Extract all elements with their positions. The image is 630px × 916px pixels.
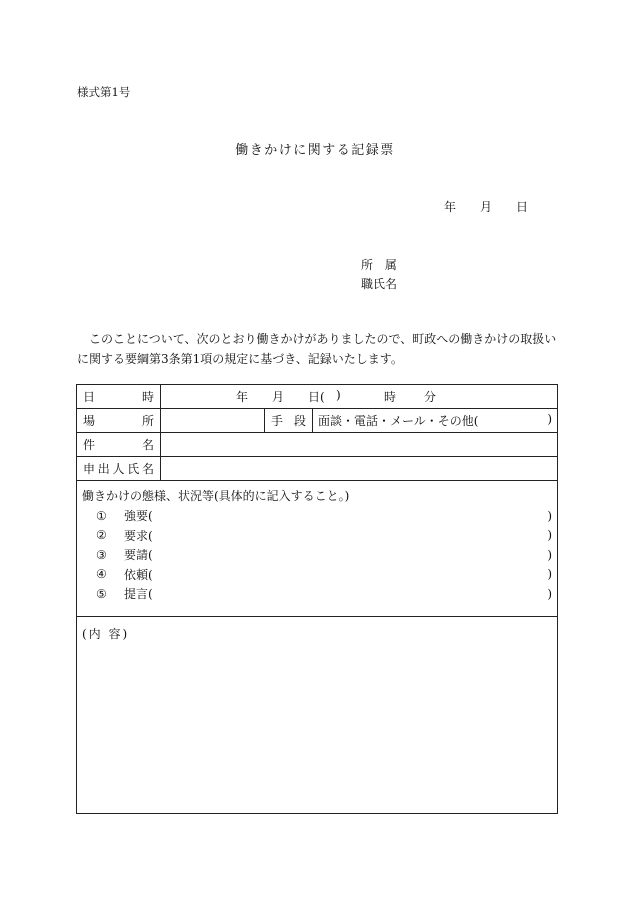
status-field[interactable]: [77, 481, 558, 617]
datetime-field[interactable]: [161, 385, 558, 409]
status-item: [82, 565, 552, 585]
status-item-close: ): [547, 528, 552, 543]
status-item-close: ): [547, 567, 552, 582]
row-status: [77, 481, 558, 617]
place-field[interactable]: [161, 409, 265, 433]
requester-label: 申出人氏名: [77, 457, 161, 481]
datetime-day: 日(: [308, 390, 325, 404]
status-title: 働きかけの態様、状況等(具体的に記入すること。): [82, 489, 350, 503]
datetime-hour: 時: [384, 390, 397, 404]
method-options: 面談・電話・メール・その他(: [318, 414, 479, 428]
method-close: ): [547, 412, 552, 426]
status-item-close: ): [547, 586, 552, 601]
form-number: 様式第1号: [77, 85, 131, 99]
row-datetime: [77, 385, 558, 409]
date-year: 年: [444, 200, 457, 214]
status-item: [82, 506, 552, 526]
content-field[interactable]: [77, 617, 558, 814]
method-field[interactable]: [313, 409, 558, 433]
affiliation-name-label: 職氏名: [361, 277, 398, 291]
status-item: [82, 526, 552, 546]
status-item-label: 要求(: [124, 528, 153, 543]
status-item-label: 依頼(: [124, 567, 153, 582]
date-day: 日: [516, 200, 529, 214]
status-item-number: ②: [96, 528, 107, 543]
status-item-close: ): [547, 508, 552, 523]
row-content: [77, 617, 558, 814]
status-item-close: ): [547, 547, 552, 562]
method-label: 手 段: [265, 409, 313, 433]
date-line: [444, 198, 528, 215]
status-item-label: 要請(: [124, 548, 153, 563]
status-item-number: ①: [96, 508, 107, 523]
subject-label: 件 名: [77, 433, 161, 457]
datetime-label: 日 時: [77, 385, 161, 409]
row-requester: [77, 457, 558, 481]
status-item: [82, 584, 552, 604]
date-month: 月: [480, 200, 493, 214]
datetime-month: 月: [272, 390, 285, 404]
status-item-label: 強要(: [124, 509, 153, 524]
subject-field[interactable]: [161, 433, 558, 457]
status-item: [82, 545, 552, 565]
status-item-number: ④: [96, 567, 107, 582]
intro-paragraph: このことについて、次のとおり働きかけがありましたので、町政への働きかけの取扱いに関する要綱第3条第1項の規定に基づき、記録いたします。: [77, 332, 557, 366]
affiliation-block: [361, 256, 401, 294]
affiliation-dept-label: 所 属: [361, 258, 401, 272]
requester-field[interactable]: [161, 457, 558, 481]
status-item-number: ③: [96, 547, 107, 562]
content-label: (内 容): [82, 627, 130, 641]
record-table: [76, 384, 558, 814]
place-label: 場 所: [77, 409, 161, 433]
document-title: 働きかけに関する記録票: [235, 143, 395, 158]
status-item-number: ⑤: [96, 586, 107, 601]
row-place-method: [77, 409, 558, 433]
row-subject: [77, 433, 558, 457]
datetime-weekday-close: ): [336, 388, 341, 402]
datetime-year: 年: [236, 390, 249, 404]
status-item-label: 提言(: [124, 587, 153, 602]
datetime-minute: 分: [424, 390, 437, 404]
